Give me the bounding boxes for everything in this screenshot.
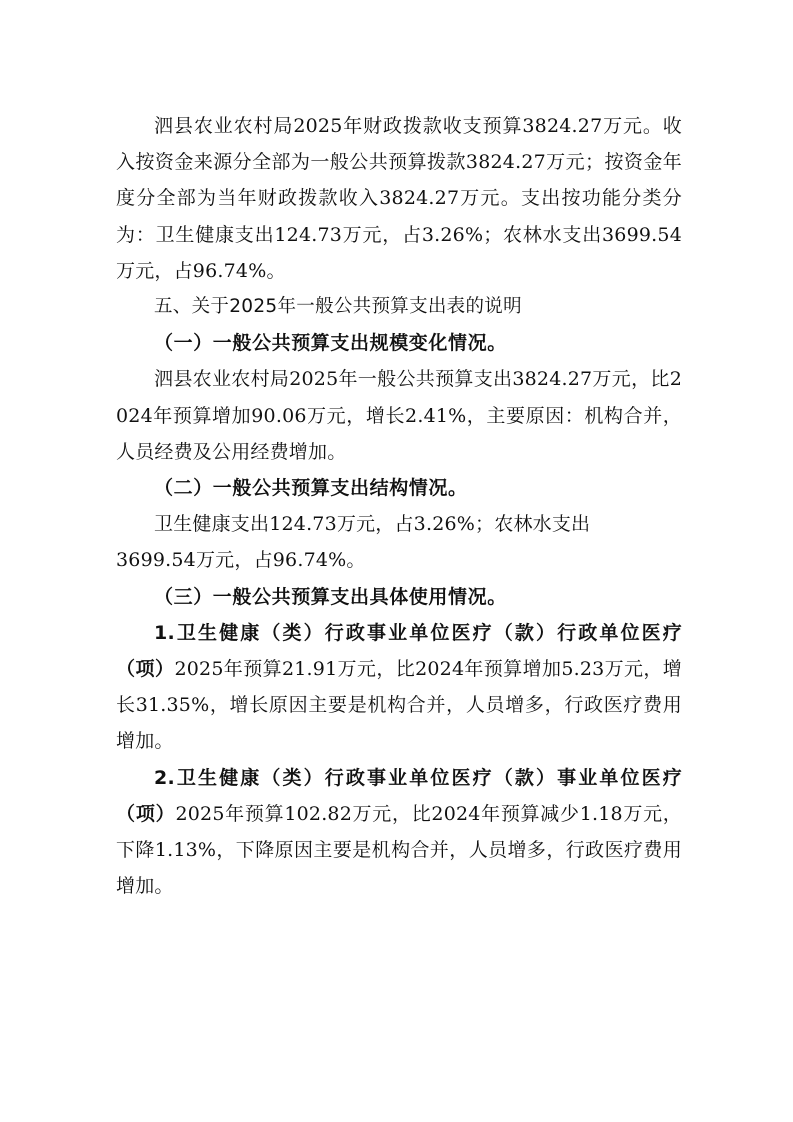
document-page xyxy=(116,108,682,904)
item-two-lead: 2.卫生健康（类）行政事业单位医疗（款）事业单位医疗（项） xyxy=(116,766,682,825)
structure-paragraph-line1: 卫生健康支出124.73万元，占3.26%；农林水支出 xyxy=(154,513,591,536)
subsection-three-heading: （三）一般公共预算支出具体使用情况。 xyxy=(154,585,507,608)
item-two-body: 2025年预算102.82万元，比2024年预算减少1.18万元，下降1.13%，下降原因主要是机构合并，人员增多，行政医疗费用增加。 xyxy=(116,802,682,898)
item-one-paragraph xyxy=(116,615,682,760)
scale-change-paragraph: 泗县农业农村局2025年一般公共预算支出3824.27万元，比2024年预算增加90.06万元，增长2.41%，主要原因：机构合并，人员经费及公用经费增加。 xyxy=(116,368,682,463)
item-one-lead: 1.卫生健康（类）行政事业单位医疗（款）行政单位医疗（项） xyxy=(116,621,682,681)
item-one-body: 2025年预算21.91万元，比2024年预算增加5.23万元，增长31.35%，增长原因主要是机构合并，人员增多，行政医疗费用增加。 xyxy=(116,658,682,753)
budget-summary-paragraph: 泗县农业农村局2025年财政拨款收支预算3824.27万元。收入按资金来源分全部为一般公共预算拨款3824.27万元；按资金年度分全部为当年财政拨款收入3824.27万元。支出按功能分类分为：卫生健康支出124.73万元，占3.26%；农林水支出3699.54万元，占96.74%。 xyxy=(116,115,682,282)
section-five-heading: 五、关于2025年一般公共预算支出表的说明 xyxy=(154,296,522,318)
structure-paragraph-line2: 3699.54万元，占96.74%。 xyxy=(116,549,366,572)
subsection-one-heading: （一）一般公共预算支出规模变化情况。 xyxy=(154,332,507,355)
item-two-paragraph xyxy=(116,760,682,905)
subsection-two-heading: （二）一般公共预算支出结构情况。 xyxy=(154,477,468,500)
